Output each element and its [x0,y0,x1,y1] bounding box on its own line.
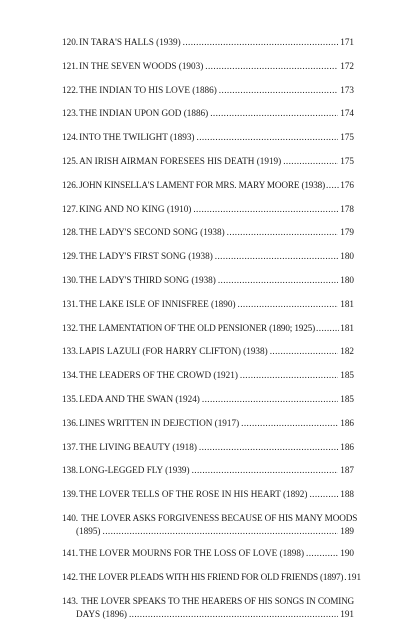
toc-entry-number: 137. [62,441,79,452]
toc-entry-page: 180 [340,274,354,285]
dot-leader [270,345,339,358]
dot-leader [193,203,338,216]
dot-leader [205,60,338,73]
toc-entry-title: IN THE SEVEN WOODS (1903) [79,60,204,71]
toc-entry[interactable] [62,131,354,144]
toc-entry-page: 179 [340,227,354,238]
toc-entry-number: 142. [62,572,79,583]
toc-entry-number: 126. [62,179,79,190]
dot-leader [215,250,338,263]
dot-leader [129,608,338,621]
toc-entry[interactable] [62,274,354,287]
dot-leader [241,417,338,430]
toc-entry[interactable] [62,441,354,454]
toc-entry-number: 141. [62,548,79,559]
toc-entry-page: 188 [340,489,354,500]
toc-entry-page: 191 [347,572,362,583]
toc-entry-number: 131. [62,298,79,309]
toc-entry[interactable] [62,155,354,168]
toc-entry-number: 125. [62,155,79,166]
toc-entry[interactable] [62,464,354,477]
toc-entry-page: 189 [340,525,354,536]
toc-entry[interactable] [62,322,354,335]
toc-entry-page: 185 [340,393,354,404]
dot-leader [103,525,339,538]
toc-entry-title-continued: (1895) [76,525,101,536]
toc-entry-page: 176 [340,179,354,190]
toc-entry-page: 182 [340,346,354,357]
toc-entry-number: 120. [62,37,79,47]
toc-entry-page: 191 [340,609,354,620]
toc-entry-title: THE LIVING BEAUTY (1918) [79,441,197,452]
toc-entry-number: 139. [62,489,79,500]
toc-entry-page: 181 [340,322,354,333]
toc-entry-number: 128. [62,227,79,238]
dot-leader [240,369,338,382]
dot-leader [219,84,338,97]
toc-entry[interactable] [62,369,354,382]
toc-entry-number: 143. [62,596,79,607]
toc-entry-number: 127. [62,203,79,214]
dot-leader [283,155,338,168]
toc-entry[interactable] [62,488,354,501]
toc-entry-page: 175 [340,132,354,143]
dot-leader [309,488,338,501]
toc-entry-number: 132. [62,322,79,333]
toc-entry-title: INTO THE TWILIGHT (1893) [79,132,195,143]
toc-entry-title: THE INDIAN UPON GOD (1886) [79,108,209,119]
toc-entry-title: THE LADY'S THIRD SONG (1938) [79,274,216,285]
toc-entry-number: 140. [62,512,79,523]
toc-entry-title: LINES WRITTEN IN DEJECTION (1917) [79,417,240,428]
toc-entry-title: THE LADY'S FIRST SONG (1938) [79,251,213,262]
dot-leader [199,441,338,454]
toc-entry-page: 181 [340,298,354,309]
dot-leader [227,226,339,239]
toc-entry-page: 180 [340,251,354,262]
toc-entry-page: 171 [340,37,354,47]
toc-entry[interactable] [62,547,354,560]
dot-leader [192,464,339,477]
toc-entry-title: THE LOVER TELLS OF THE ROSE IN HIS HEART (1892) [79,489,308,500]
toc-list [62,36,362,621]
toc-entry-title: LONG-LEGGED FLY (1939) [79,465,190,476]
toc-entry-title: LEDA AND THE SWAN (1924) [79,393,200,404]
toc-entry-title: JOHN KINSELLA'S LAMENT FOR MRS. MARY MOORE (1938) [79,179,326,190]
toc-entry-title: LAPIS LAZULI (FOR HARRY CLIFTON) (1938) [79,346,268,357]
dot-leader [197,131,339,144]
toc-entry-number: 121. [62,60,79,71]
toc-entry-page: 187 [340,465,354,476]
dot-leader [210,107,338,120]
toc-entry-title-continued: DAYS (1896) [76,609,127,620]
toc-entry[interactable] [62,393,354,406]
toc-entry-title: KING AND NO KING (1910) [79,203,192,214]
toc-entry-number: 138. [62,465,79,476]
toc-entry-number: 130. [62,274,79,285]
toc-entry[interactable] [62,179,354,192]
toc-entry[interactable] [62,250,354,263]
toc-entry-page: 186 [340,417,354,428]
table-of-contents [62,36,362,631]
toc-entry-page: 178 [340,203,354,214]
toc-entry-number: 124. [62,132,79,143]
toc-entry-number: 122. [62,84,79,95]
toc-entry[interactable] [62,107,354,120]
toc-entry-page: 173 [340,84,354,95]
dot-leader [316,322,339,335]
toc-entry-title: THE LEADERS OF THE CROWD (1921) [79,370,238,381]
toc-entry-page: 186 [340,441,354,452]
dot-leader [306,547,338,560]
toc-entry-title: THE INDIAN TO HIS LOVE (1886) [79,84,217,95]
toc-entry-title: THE LOVER MOURNS FOR THE LOSS OF LOVE (1898) [79,548,305,559]
toc-entry-title: THE LOVER PLEADS WITH HIS FRIEND FOR OLD FRIENDS (1897) [79,572,344,583]
toc-entry-page: 190 [340,548,354,559]
toc-entry[interactable] [62,203,354,216]
toc-entry[interactable] [62,84,354,97]
dot-leader [238,298,339,311]
dot-leader [218,274,338,287]
toc-entry[interactable] [62,417,354,430]
toc-entry-page: 172 [340,60,354,71]
toc-entry-title: THE LAMENTATION OF THE OLD PENSIONER (1890; 1925) [79,322,316,333]
toc-entry-number: 133. [62,346,79,357]
toc-entry-number: 135. [62,393,79,404]
toc-entry-title: THE LAKE ISLE OF INNISFREE (1890) [79,298,236,309]
dot-leader [326,179,339,192]
toc-entry-number: 129. [62,251,79,262]
toc-entry[interactable] [62,345,354,358]
toc-entry-title: AN IRISH AIRMAN FORESEES HIS DEATH (1919) [79,155,282,166]
toc-entry[interactable] [62,595,354,621]
toc-entry[interactable] [62,571,362,584]
toc-entry[interactable] [62,226,354,239]
toc-entry[interactable] [62,36,354,49]
dot-leader [183,36,339,49]
toc-entry-title: THE LOVER SPEAKS TO THE HEARERS OF HIS SONGS IN COMING [81,596,354,607]
toc-entry[interactable] [62,512,358,538]
dot-leader [202,393,338,406]
toc-entry[interactable] [62,298,354,311]
toc-entry-title: IN TARA'S HALLS (1939) [79,37,181,47]
toc-entry-title: THE LADY'S SECOND SONG (1938) [79,227,225,238]
dot-leader [344,571,346,584]
toc-entry-number: 136. [62,417,79,428]
toc-entry-page: 175 [340,155,354,166]
toc-entry-page: 185 [340,370,354,381]
toc-entry-title: THE LOVER ASKS FORGIVENESS BECAUSE OF HIS MANY MOODS [81,512,358,523]
toc-entry-number: 134. [62,370,79,381]
toc-entry-number: 123. [62,108,79,119]
toc-entry[interactable] [62,60,354,73]
toc-entry-page: 174 [340,108,354,119]
